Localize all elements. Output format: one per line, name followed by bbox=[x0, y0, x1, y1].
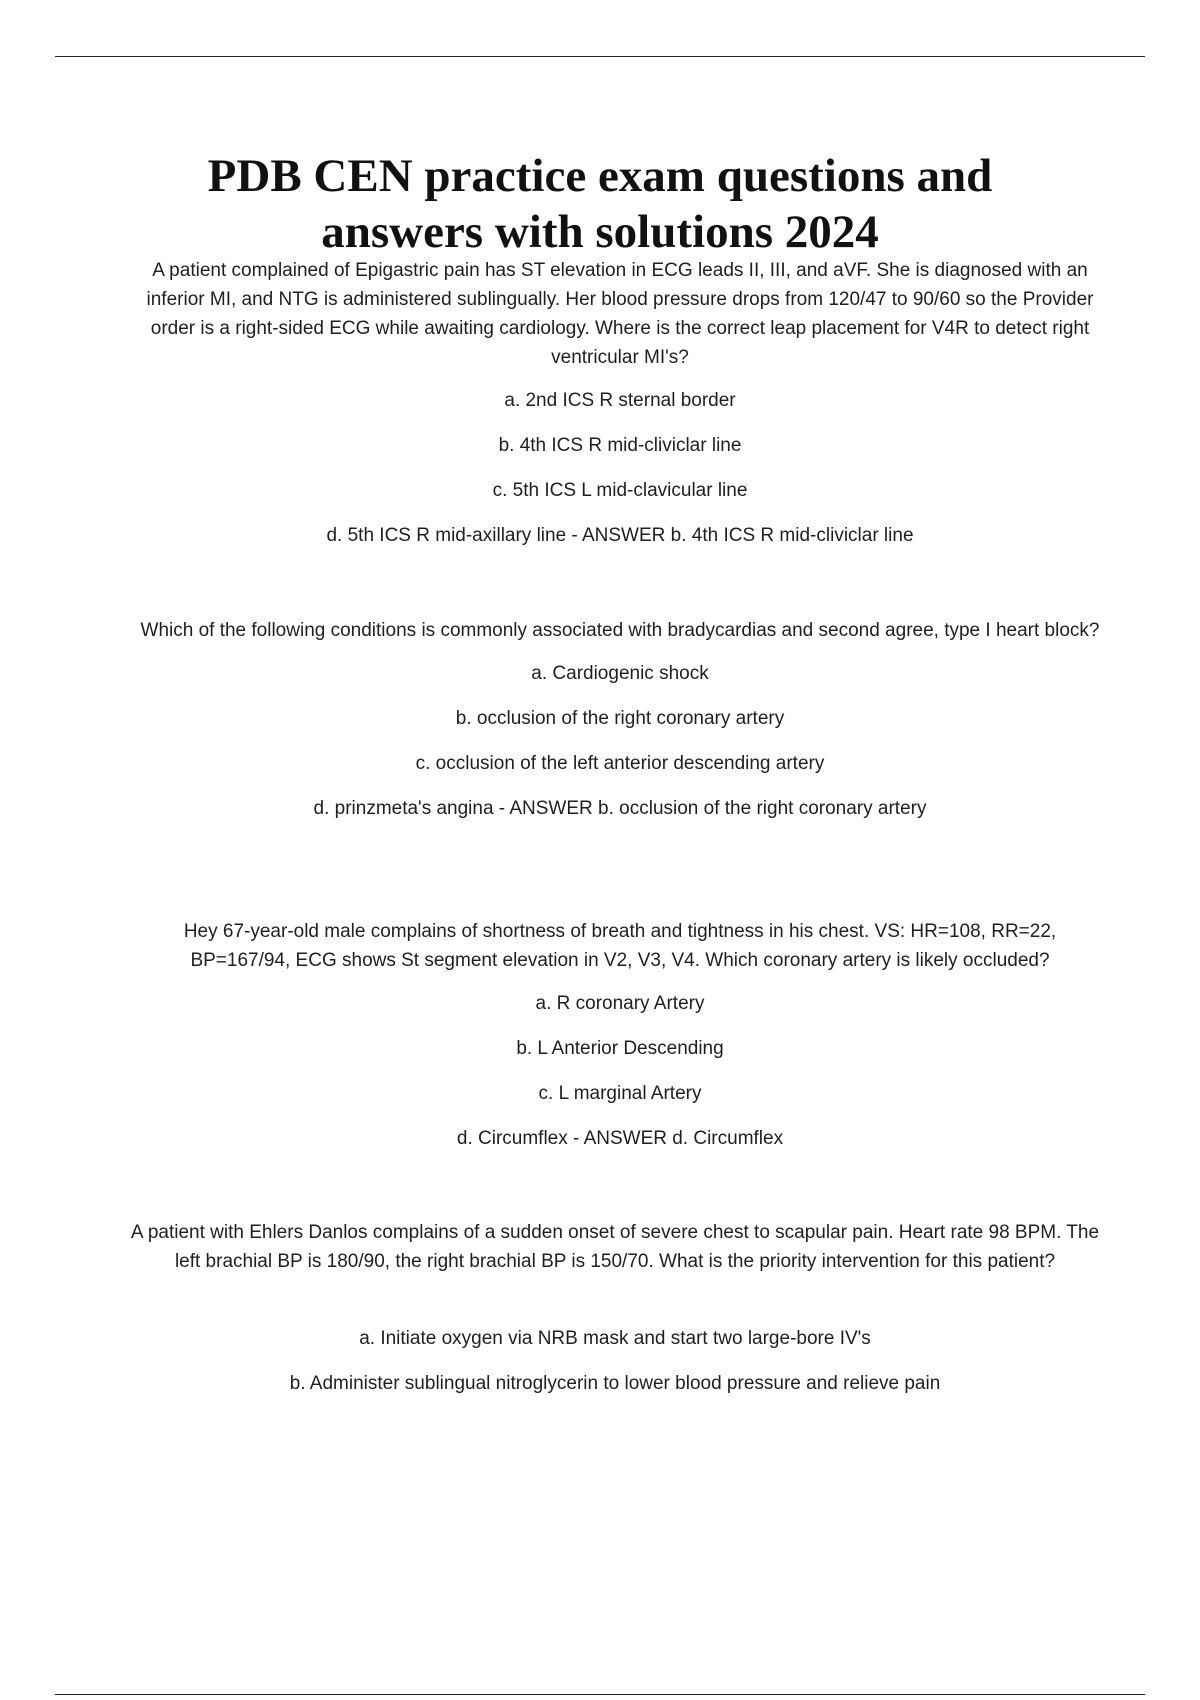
answer-option: a. 2nd ICS R sternal border bbox=[504, 390, 736, 411]
answer-option: a. Cardiogenic shock bbox=[531, 663, 709, 684]
answer-option: c. L marginal Artery bbox=[538, 1083, 702, 1104]
answer-option: b. occlusion of the right coronary artery bbox=[455, 708, 785, 729]
title-line-2: answers with solutions 2024 bbox=[321, 206, 879, 258]
title-line-1: PDB CEN practice exam questions and bbox=[207, 150, 993, 202]
answer-option: d. Circumflex - ANSWER d. Circumflex bbox=[456, 1128, 784, 1149]
question-block bbox=[140, 917, 1100, 1153]
answer-option: c. occlusion of the left anterior descending artery bbox=[415, 753, 825, 774]
document-title bbox=[100, 148, 1100, 260]
question-block bbox=[140, 616, 1100, 823]
answer-option: a. Initiate oxygen via NRB mask and start two large-bore IV's bbox=[359, 1328, 871, 1349]
answer-option: d. 5th ICS R mid-axillary line - ANSWER b. 4th ICS R mid-cliviclar line bbox=[326, 525, 914, 546]
bottom-rule bbox=[55, 1694, 1145, 1695]
answer-option: b. Administer sublingual nitroglycerin to lower blood pressure and relieve pain bbox=[289, 1373, 941, 1394]
question-stem: A patient complained of Epigastric pain has ST elevation in ECG leads II, III, and aVF. She is diagnosed with an inferior MI, and NTG is administered sublingually. Her blood pressure drops from 120/47 to 90/60 so the Provider order is a right-sided ECG while awaiting cardiology. Where is the correct leap placement for V4R to detect right ventricular MI's? bbox=[146, 260, 1094, 368]
top-rule bbox=[55, 56, 1145, 57]
answer-option: a. R coronary Artery bbox=[535, 993, 705, 1014]
answer-option: b. 4th ICS R mid-cliviclar line bbox=[498, 435, 742, 456]
question-stem: Hey 67-year-old male complains of shortness of breath and tightness in his chest. VS: HR=108, RR=22, BP=167/94, ECG shows St segment elevation in V2, V3, V4. Which coronary artery is likely occluded? bbox=[183, 921, 1057, 971]
answer-option: d. prinzmeta's angina - ANSWER b. occlusion of the right coronary artery bbox=[313, 798, 927, 819]
answer-option: c. 5th ICS L mid-clavicular line bbox=[492, 480, 748, 501]
answer-option: b. L Anterior Descending bbox=[516, 1038, 724, 1059]
question-stem: Which of the following conditions is commonly associated with bradycardias and second agree, type I heart block? bbox=[140, 620, 1100, 641]
question-stem: A patient with Ehlers Danlos complains of a sudden onset of severe chest to scapular pain. Heart rate 98 BPM. The left brachial BP is 180/90, the right brachial BP is 150/70. What is the priority intervention for this patient? bbox=[130, 1222, 1100, 1272]
question-block bbox=[130, 1218, 1100, 1398]
question-block bbox=[140, 256, 1100, 550]
